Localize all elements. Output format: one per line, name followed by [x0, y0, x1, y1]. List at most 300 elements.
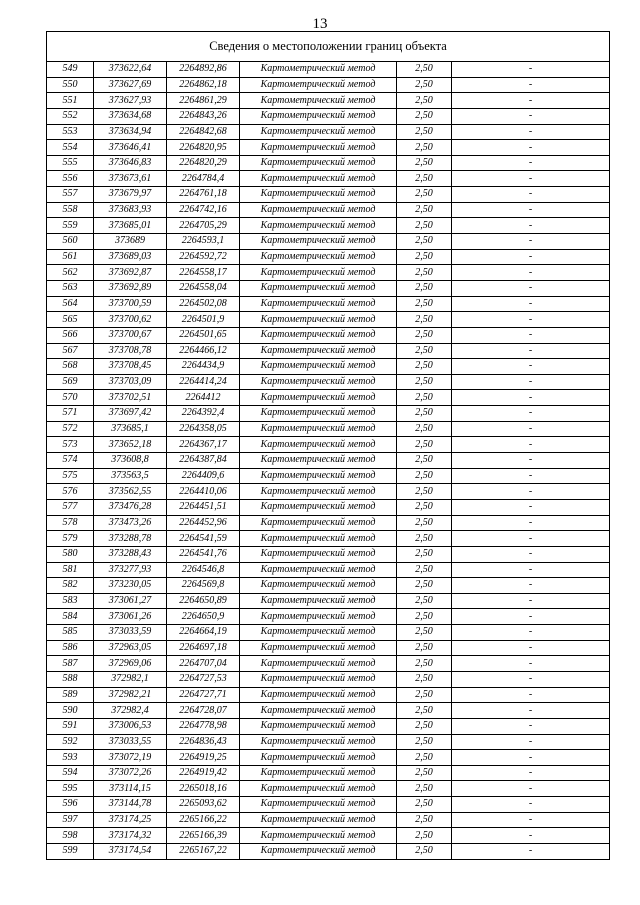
method-cell: Картометрический метод [240, 187, 397, 203]
x-coordinate-cell: 373033,55 [94, 734, 167, 750]
y-coordinate-cell: 2265018,16 [167, 781, 240, 797]
y-coordinate-cell: 2264727,53 [167, 671, 240, 687]
method-cell: Картометрический метод [240, 499, 397, 515]
point-number-cell: 550 [47, 77, 94, 93]
method-cell: Картометрический метод [240, 421, 397, 437]
method-cell: Картометрический метод [240, 312, 397, 328]
x-coordinate-cell: 373703,09 [94, 374, 167, 390]
method-cell: Картометрический метод [240, 718, 397, 734]
description-cell: - [452, 280, 610, 296]
method-cell: Картометрический метод [240, 265, 397, 281]
accuracy-cell: 2,50 [397, 531, 452, 547]
accuracy-cell: 2,50 [397, 703, 452, 719]
method-cell: Картометрический метод [240, 593, 397, 609]
y-coordinate-cell: 2264707,04 [167, 656, 240, 672]
y-coordinate-cell: 2264650,9 [167, 609, 240, 625]
point-number-cell: 589 [47, 687, 94, 703]
point-number-cell: 554 [47, 140, 94, 156]
point-number-cell: 586 [47, 640, 94, 656]
point-number-cell: 583 [47, 593, 94, 609]
x-coordinate-cell: 373061,26 [94, 609, 167, 625]
method-cell: Картометрический метод [240, 437, 397, 453]
point-number-cell: 564 [47, 296, 94, 312]
point-number-cell: 549 [47, 62, 94, 78]
table-row [47, 265, 610, 281]
method-cell: Картометрический метод [240, 406, 397, 422]
y-coordinate-cell: 2265166,22 [167, 812, 240, 828]
point-number-cell: 561 [47, 249, 94, 265]
description-cell: - [452, 124, 610, 140]
method-cell: Картометрический метод [240, 765, 397, 781]
point-number-cell: 567 [47, 343, 94, 359]
table-row [47, 312, 610, 328]
description-cell: - [452, 734, 610, 750]
x-coordinate-cell: 373622,64 [94, 62, 167, 78]
accuracy-cell: 2,50 [397, 765, 452, 781]
table-row [47, 781, 610, 797]
boundary-coordinates-table [46, 31, 610, 860]
method-cell: Картометрический метод [240, 468, 397, 484]
accuracy-cell: 2,50 [397, 546, 452, 562]
point-number-cell: 572 [47, 421, 94, 437]
table-row [47, 578, 610, 594]
x-coordinate-cell: 373277,93 [94, 562, 167, 578]
accuracy-cell: 2,50 [397, 421, 452, 437]
description-cell: - [452, 546, 610, 562]
accuracy-cell: 2,50 [397, 468, 452, 484]
point-number-cell: 553 [47, 124, 94, 140]
point-number-cell: 569 [47, 374, 94, 390]
x-coordinate-cell: 373562,55 [94, 484, 167, 500]
point-number-cell: 594 [47, 765, 94, 781]
table-row [47, 280, 610, 296]
point-number-cell: 580 [47, 546, 94, 562]
description-cell: - [452, 312, 610, 328]
y-coordinate-cell: 2264664,19 [167, 625, 240, 641]
y-coordinate-cell: 2264410,06 [167, 484, 240, 500]
y-coordinate-cell: 2264569,8 [167, 578, 240, 594]
method-cell: Картометрический метод [240, 62, 397, 78]
description-cell: - [452, 406, 610, 422]
x-coordinate-cell: 373563,5 [94, 468, 167, 484]
y-coordinate-cell: 2264843,26 [167, 108, 240, 124]
y-coordinate-cell: 2264697,18 [167, 640, 240, 656]
x-coordinate-cell: 373652,18 [94, 437, 167, 453]
table-row [47, 750, 610, 766]
x-coordinate-cell: 373697,42 [94, 406, 167, 422]
accuracy-cell: 2,50 [397, 171, 452, 187]
table-row [47, 62, 610, 78]
table-row [47, 187, 610, 203]
accuracy-cell: 2,50 [397, 218, 452, 234]
table-row [47, 609, 610, 625]
method-cell: Картометрический метод [240, 812, 397, 828]
description-cell: - [452, 374, 610, 390]
accuracy-cell: 2,50 [397, 406, 452, 422]
point-number-cell: 557 [47, 187, 94, 203]
x-coordinate-cell: 373174,54 [94, 844, 167, 860]
description-cell: - [452, 202, 610, 218]
x-coordinate-cell: 373174,32 [94, 828, 167, 844]
description-cell: - [452, 687, 610, 703]
point-number-cell: 587 [47, 656, 94, 672]
description-cell: - [452, 625, 610, 641]
table-row [47, 108, 610, 124]
table-row [47, 687, 610, 703]
page-number: 13 [312, 16, 328, 32]
description-cell: - [452, 249, 610, 265]
x-coordinate-cell: 373476,28 [94, 499, 167, 515]
description-cell: - [452, 797, 610, 813]
description-cell: - [452, 468, 610, 484]
x-coordinate-cell: 373144,78 [94, 797, 167, 813]
method-cell: Картометрический метод [240, 515, 397, 531]
description-cell: - [452, 781, 610, 797]
method-cell: Картометрический метод [240, 374, 397, 390]
method-cell: Картометрический метод [240, 625, 397, 641]
x-coordinate-cell: 372982,4 [94, 703, 167, 719]
y-coordinate-cell: 2264387,84 [167, 453, 240, 469]
y-coordinate-cell: 2264392,4 [167, 406, 240, 422]
accuracy-cell: 2,50 [397, 687, 452, 703]
table-row [47, 374, 610, 390]
y-coordinate-cell: 2264414,24 [167, 374, 240, 390]
point-number-cell: 582 [47, 578, 94, 594]
point-number-cell: 560 [47, 234, 94, 250]
x-coordinate-cell: 373288,43 [94, 546, 167, 562]
x-coordinate-cell: 373673,61 [94, 171, 167, 187]
method-cell: Картометрический метод [240, 280, 397, 296]
accuracy-cell: 2,50 [397, 437, 452, 453]
y-coordinate-cell: 2264501,65 [167, 327, 240, 343]
method-cell: Картометрический метод [240, 202, 397, 218]
accuracy-cell: 2,50 [397, 140, 452, 156]
description-cell: - [452, 609, 610, 625]
description-cell: - [452, 593, 610, 609]
x-coordinate-cell: 373174,25 [94, 812, 167, 828]
table-row [47, 828, 610, 844]
description-cell: - [452, 359, 610, 375]
accuracy-cell: 2,50 [397, 234, 452, 250]
accuracy-cell: 2,50 [397, 359, 452, 375]
accuracy-cell: 2,50 [397, 280, 452, 296]
y-coordinate-cell: 2264778,98 [167, 718, 240, 734]
y-coordinate-cell: 2264727,71 [167, 687, 240, 703]
point-number-cell: 551 [47, 93, 94, 109]
y-coordinate-cell: 2264558,17 [167, 265, 240, 281]
x-coordinate-cell: 373708,45 [94, 359, 167, 375]
method-cell: Картометрический метод [240, 734, 397, 750]
point-number-cell: 577 [47, 499, 94, 515]
table-row [47, 77, 610, 93]
description-cell: - [452, 453, 610, 469]
table-row [47, 406, 610, 422]
method-cell: Картометрический метод [240, 546, 397, 562]
y-coordinate-cell: 2264836,43 [167, 734, 240, 750]
table-row [47, 671, 610, 687]
point-number-cell: 568 [47, 359, 94, 375]
point-number-cell: 576 [47, 484, 94, 500]
method-cell: Картометрический метод [240, 484, 397, 500]
description-cell: - [452, 844, 610, 860]
description-cell: - [452, 234, 610, 250]
method-cell: Картометрический метод [240, 844, 397, 860]
y-coordinate-cell: 2265167,22 [167, 844, 240, 860]
accuracy-cell: 2,50 [397, 108, 452, 124]
table-row [47, 765, 610, 781]
point-number-cell: 570 [47, 390, 94, 406]
point-number-cell: 575 [47, 468, 94, 484]
x-coordinate-cell: 373646,83 [94, 155, 167, 171]
description-cell: - [452, 671, 610, 687]
table-row [47, 249, 610, 265]
accuracy-cell: 2,50 [397, 453, 452, 469]
y-coordinate-cell: 2265166,39 [167, 828, 240, 844]
accuracy-cell: 2,50 [397, 374, 452, 390]
x-coordinate-cell: 372963,05 [94, 640, 167, 656]
method-cell: Картометрический метод [240, 671, 397, 687]
accuracy-cell: 2,50 [397, 187, 452, 203]
point-number-cell: 597 [47, 812, 94, 828]
description-cell: - [452, 750, 610, 766]
table-row [47, 515, 610, 531]
y-coordinate-cell: 2264820,95 [167, 140, 240, 156]
y-coordinate-cell: 2264541,59 [167, 531, 240, 547]
accuracy-cell: 2,50 [397, 609, 452, 625]
point-number-cell: 578 [47, 515, 94, 531]
accuracy-cell: 2,50 [397, 640, 452, 656]
x-coordinate-cell: 373627,93 [94, 93, 167, 109]
y-coordinate-cell: 2264705,29 [167, 218, 240, 234]
description-cell: - [452, 421, 610, 437]
description-cell: - [452, 656, 610, 672]
x-coordinate-cell: 373702,51 [94, 390, 167, 406]
accuracy-cell: 2,50 [397, 155, 452, 171]
description-cell: - [452, 437, 610, 453]
y-coordinate-cell: 2264842,68 [167, 124, 240, 140]
method-cell: Картометрический метод [240, 234, 397, 250]
point-number-cell: 565 [47, 312, 94, 328]
table-row [47, 703, 610, 719]
x-coordinate-cell: 373689,03 [94, 249, 167, 265]
point-number-cell: 588 [47, 671, 94, 687]
method-cell: Картометрический метод [240, 359, 397, 375]
point-number-cell: 579 [47, 531, 94, 547]
x-coordinate-cell: 373634,68 [94, 108, 167, 124]
y-coordinate-cell: 2264451,51 [167, 499, 240, 515]
method-cell: Картометрический метод [240, 703, 397, 719]
table-row [47, 93, 610, 109]
description-cell: - [452, 640, 610, 656]
x-coordinate-cell: 372982,1 [94, 671, 167, 687]
x-coordinate-cell: 373708,78 [94, 343, 167, 359]
description-cell: - [452, 390, 610, 406]
y-coordinate-cell: 2264502,08 [167, 296, 240, 312]
x-coordinate-cell: 373692,87 [94, 265, 167, 281]
table-row [47, 171, 610, 187]
table-title: Сведения о местоположении границ объекта [47, 32, 610, 62]
method-cell: Картометрический метод [240, 640, 397, 656]
point-number-cell: 558 [47, 202, 94, 218]
table-row [47, 296, 610, 312]
accuracy-cell: 2,50 [397, 828, 452, 844]
description-cell: - [452, 812, 610, 828]
point-number-cell: 581 [47, 562, 94, 578]
accuracy-cell: 2,50 [397, 249, 452, 265]
x-coordinate-cell: 373230,05 [94, 578, 167, 594]
description-cell: - [452, 62, 610, 78]
point-number-cell: 573 [47, 437, 94, 453]
y-coordinate-cell: 2264412 [167, 390, 240, 406]
method-cell: Картометрический метод [240, 296, 397, 312]
x-coordinate-cell: 373646,41 [94, 140, 167, 156]
y-coordinate-cell: 2265093,62 [167, 797, 240, 813]
table-row [47, 468, 610, 484]
accuracy-cell: 2,50 [397, 343, 452, 359]
y-coordinate-cell: 2264742,16 [167, 202, 240, 218]
description-cell: - [452, 265, 610, 281]
method-cell: Картометрический метод [240, 750, 397, 766]
y-coordinate-cell: 2264784,4 [167, 171, 240, 187]
x-coordinate-cell: 373692,89 [94, 280, 167, 296]
y-coordinate-cell: 2264546,8 [167, 562, 240, 578]
accuracy-cell: 2,50 [397, 812, 452, 828]
point-number-cell: 593 [47, 750, 94, 766]
method-cell: Картометрический метод [240, 797, 397, 813]
description-cell: - [452, 296, 610, 312]
method-cell: Картометрический метод [240, 249, 397, 265]
y-coordinate-cell: 2264466,12 [167, 343, 240, 359]
x-coordinate-cell: 372969,06 [94, 656, 167, 672]
table-row [47, 546, 610, 562]
x-coordinate-cell: 373288,78 [94, 531, 167, 547]
x-coordinate-cell: 373700,62 [94, 312, 167, 328]
accuracy-cell: 2,50 [397, 593, 452, 609]
y-coordinate-cell: 2264861,29 [167, 93, 240, 109]
table-row [47, 359, 610, 375]
table-row [47, 437, 610, 453]
description-cell: - [452, 718, 610, 734]
method-cell: Картометрический метод [240, 218, 397, 234]
description-cell: - [452, 531, 610, 547]
accuracy-cell: 2,50 [397, 327, 452, 343]
accuracy-cell: 2,50 [397, 578, 452, 594]
point-number-cell: 574 [47, 453, 94, 469]
y-coordinate-cell: 2264892,86 [167, 62, 240, 78]
table-row [47, 234, 610, 250]
table-row [47, 734, 610, 750]
table-row [47, 343, 610, 359]
description-cell: - [452, 171, 610, 187]
point-number-cell: 556 [47, 171, 94, 187]
table-row [47, 390, 610, 406]
description-cell: - [452, 108, 610, 124]
method-cell: Картометрический метод [240, 327, 397, 343]
y-coordinate-cell: 2264650,89 [167, 593, 240, 609]
y-coordinate-cell: 2264452,96 [167, 515, 240, 531]
x-coordinate-cell: 373685,01 [94, 218, 167, 234]
y-coordinate-cell: 2264434,9 [167, 359, 240, 375]
description-cell: - [452, 828, 610, 844]
accuracy-cell: 2,50 [397, 62, 452, 78]
x-coordinate-cell: 373679,97 [94, 187, 167, 203]
y-coordinate-cell: 2264358,05 [167, 421, 240, 437]
point-number-cell: 571 [47, 406, 94, 422]
accuracy-cell: 2,50 [397, 202, 452, 218]
table-header-row [47, 32, 610, 62]
description-cell: - [452, 140, 610, 156]
accuracy-cell: 2,50 [397, 124, 452, 140]
x-coordinate-cell: 373608,8 [94, 453, 167, 469]
table-row [47, 718, 610, 734]
accuracy-cell: 2,50 [397, 797, 452, 813]
method-cell: Картометрический метод [240, 343, 397, 359]
y-coordinate-cell: 2264919,42 [167, 765, 240, 781]
table-row [47, 484, 610, 500]
accuracy-cell: 2,50 [397, 844, 452, 860]
method-cell: Картометрический метод [240, 562, 397, 578]
x-coordinate-cell: 373685,1 [94, 421, 167, 437]
x-coordinate-cell: 373061,27 [94, 593, 167, 609]
y-coordinate-cell: 2264820,29 [167, 155, 240, 171]
y-coordinate-cell: 2264541,76 [167, 546, 240, 562]
x-coordinate-cell: 372982,21 [94, 687, 167, 703]
method-cell: Картометрический метод [240, 453, 397, 469]
method-cell: Картометрический метод [240, 656, 397, 672]
point-number-cell: 596 [47, 797, 94, 813]
point-number-cell: 566 [47, 327, 94, 343]
method-cell: Картометрический метод [240, 687, 397, 703]
method-cell: Картометрический метод [240, 155, 397, 171]
description-cell: - [452, 515, 610, 531]
description-cell: - [452, 93, 610, 109]
table-row [47, 797, 610, 813]
table-body [47, 62, 610, 860]
table-row [47, 499, 610, 515]
point-number-cell: 590 [47, 703, 94, 719]
description-cell: - [452, 218, 610, 234]
accuracy-cell: 2,50 [397, 750, 452, 766]
accuracy-cell: 2,50 [397, 562, 452, 578]
description-cell: - [452, 484, 610, 500]
method-cell: Картометрический метод [240, 609, 397, 625]
method-cell: Картометрический метод [240, 77, 397, 93]
x-coordinate-cell: 373033,59 [94, 625, 167, 641]
table-row [47, 421, 610, 437]
table-row [47, 202, 610, 218]
table-row [47, 656, 610, 672]
method-cell: Картометрический метод [240, 828, 397, 844]
description-cell: - [452, 77, 610, 93]
x-coordinate-cell: 373700,59 [94, 296, 167, 312]
x-coordinate-cell: 373072,26 [94, 765, 167, 781]
point-number-cell: 563 [47, 280, 94, 296]
accuracy-cell: 2,50 [397, 77, 452, 93]
point-number-cell: 598 [47, 828, 94, 844]
y-coordinate-cell: 2264593,1 [167, 234, 240, 250]
method-cell: Картометрический метод [240, 140, 397, 156]
point-number-cell: 591 [47, 718, 94, 734]
method-cell: Картометрический метод [240, 781, 397, 797]
y-coordinate-cell: 2264862,18 [167, 77, 240, 93]
method-cell: Картометрический метод [240, 390, 397, 406]
x-coordinate-cell: 373114,15 [94, 781, 167, 797]
description-cell: - [452, 499, 610, 515]
point-number-cell: 559 [47, 218, 94, 234]
method-cell: Картометрический метод [240, 171, 397, 187]
accuracy-cell: 2,50 [397, 718, 452, 734]
accuracy-cell: 2,50 [397, 390, 452, 406]
